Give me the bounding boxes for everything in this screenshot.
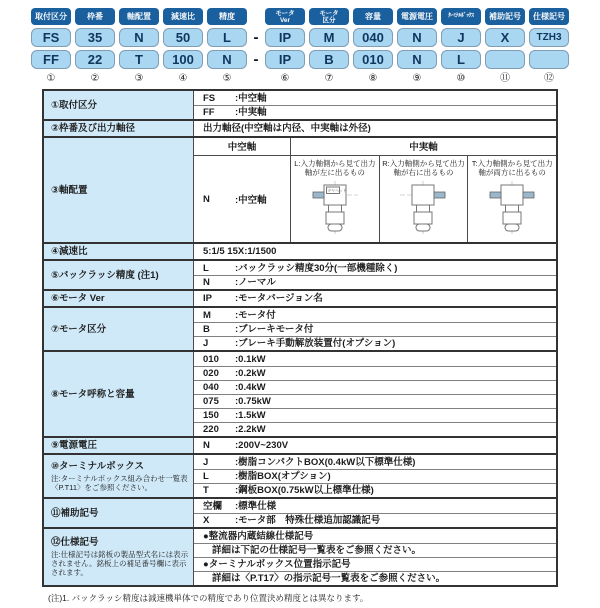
bullet-line	[194, 557, 556, 571]
shaft-variant-left	[290, 156, 379, 242]
row-label: ⑧モータ呼称と容量	[51, 388, 135, 400]
row-label: ①取付区分	[51, 99, 98, 111]
code-line	[194, 105, 556, 119]
badge-label-line: 容量	[365, 12, 381, 21]
row-label: ⑨電源電圧	[51, 440, 98, 451]
gearbox-diagram-wrap	[309, 177, 361, 240]
row-label-cell	[44, 455, 194, 497]
table-row-11	[44, 497, 556, 527]
row-content	[194, 121, 556, 136]
code-header-badge	[485, 8, 525, 25]
code-value-row1: 35	[75, 28, 115, 47]
code-description: :2.2kW	[235, 424, 266, 435]
hollow-shaft-code-cell	[194, 156, 290, 242]
page-footnote: (注)1. バックラッシ精度は減速機単体での精度であり位置決め精度とは異なります。	[48, 593, 369, 603]
code-value: 020	[203, 368, 219, 379]
table-row-2	[44, 119, 556, 136]
table-row-3	[44, 136, 556, 242]
dash-row2: -	[253, 51, 259, 68]
code-description: :ノーマル	[235, 277, 276, 288]
code-description: :標準仕様	[235, 500, 277, 512]
code-index-number: ⑧	[368, 73, 378, 84]
shaft-variant-caption: L:入力軸側から見て出力軸が左に出るもの	[294, 159, 376, 177]
row-label-cell	[44, 291, 194, 306]
row-content	[194, 499, 556, 527]
text-line	[194, 121, 556, 136]
code-value-row1: N	[119, 28, 159, 47]
code-value: 空欄	[203, 500, 223, 512]
code-header-badge	[441, 8, 481, 25]
code-value-row1: J	[441, 28, 481, 47]
code-column-④	[163, 8, 203, 84]
row-content	[194, 91, 556, 119]
code-value-row1: M	[309, 28, 349, 47]
code-line	[194, 408, 556, 422]
table-row-5	[44, 259, 556, 289]
code-description: :中実軸	[235, 107, 267, 118]
code-value-row1: FS	[31, 28, 71, 47]
code-header-badge	[207, 8, 247, 25]
badge-label-line: 仕様記号	[533, 12, 565, 21]
code-value-row1: 040	[353, 28, 393, 47]
cell-text: 5:1/5 15X:1/1500	[203, 246, 277, 257]
code-index-number: ⑤	[222, 73, 232, 84]
code-line	[194, 513, 556, 527]
code-column-③	[119, 8, 159, 84]
code-index-number: ⑫	[544, 73, 554, 84]
code-column-⑧	[353, 8, 393, 84]
code-explanation-table	[42, 89, 558, 587]
shaft-variant-caption: T:入力軸側から見て出力軸が両方に出るもの	[471, 159, 553, 177]
table-row-10	[44, 453, 556, 497]
code-index-number: ②	[90, 73, 100, 84]
code-value-row2: IP	[265, 50, 305, 69]
code-line	[194, 499, 556, 513]
row-content	[194, 455, 556, 497]
bullet-text: 詳細は下記の仕様記号一覧表をご参照ください。	[212, 545, 422, 556]
code-header-badge	[75, 8, 115, 25]
code-header-badge	[163, 8, 203, 25]
row-label-cell	[44, 91, 194, 119]
code-column-⑨	[397, 8, 437, 84]
code-header-badge	[353, 8, 393, 25]
code-index-number: ①	[46, 73, 56, 84]
code-header-badge	[529, 8, 569, 25]
row-label: ④減速比	[51, 246, 88, 257]
code-index-number: ⑩	[456, 73, 466, 84]
code-line	[194, 352, 556, 366]
row-label: ⑦モータ区分	[51, 323, 107, 335]
code-column-⑤	[207, 8, 247, 84]
code-index-number: ⑦	[324, 73, 334, 84]
code-line	[194, 322, 556, 336]
code-column-①	[31, 8, 71, 84]
row-label-note: 注:ターミナルボックス組み合わせ一覧表〈P.T11〉をご参照ください。	[51, 473, 188, 492]
row-content	[194, 529, 556, 585]
bullet-line	[194, 543, 556, 557]
code-column-②	[75, 8, 115, 84]
badge-label-line: モータ	[319, 9, 339, 17]
row-label: ⑤バックラッシ精度 (注1)	[51, 269, 159, 281]
row-label-cell	[44, 352, 194, 436]
bullet-line	[194, 571, 556, 585]
code-column-⑦	[309, 8, 349, 84]
code-value-row2: 100	[163, 50, 203, 69]
row-content	[194, 308, 556, 350]
gearbox-diagram-wrap	[397, 177, 449, 240]
badge-label-line: 電源電圧	[401, 12, 433, 21]
code-description: :0.4kW	[235, 382, 266, 393]
code-line	[194, 438, 556, 453]
gearbox-diagram-wrap	[486, 177, 538, 240]
code-description: :200V~230V	[235, 440, 289, 451]
badge-label-line: Ver	[279, 16, 291, 24]
bullet-text: 詳細は〈P.T17〉の指示記号一覧表をご参照ください。	[212, 573, 446, 584]
code-line	[194, 308, 556, 322]
code-description: :モータ部 特殊仕様追加認識記号	[235, 515, 381, 526]
code-index-number: ③	[134, 73, 144, 84]
bullet-text: ●整流器内蔵結線仕様記号	[203, 530, 314, 542]
row-label-cell	[44, 308, 194, 350]
code-column-⑩	[441, 8, 481, 84]
code-value: FS	[203, 92, 216, 104]
code-line	[194, 380, 556, 394]
badge-label-line: 補助記号	[489, 12, 521, 21]
row-label: ⑪補助記号	[51, 507, 99, 519]
code-description: :鋼板BOX(0.75kW以上標準仕様)	[235, 485, 374, 496]
code-line	[194, 261, 556, 275]
table-row-4	[44, 242, 556, 259]
row-label-cell	[44, 438, 194, 453]
code-index-number: ④	[178, 73, 188, 84]
code-index-number: ⑨	[412, 73, 422, 84]
gearbox-diagram-both	[486, 179, 538, 235]
code-line	[194, 91, 556, 105]
cell-text: 出力軸径(中空軸は内径、中実軸は外径)	[203, 123, 371, 134]
code-value: 010	[203, 353, 219, 365]
row-label-cell	[44, 244, 194, 259]
table-row-12	[44, 527, 556, 585]
row-label-cell	[44, 138, 194, 242]
bullet-text: ●ターミナルボックス位置指示記号	[203, 559, 351, 570]
table-row-7	[44, 306, 556, 350]
badge-label-line: モータ	[275, 9, 295, 17]
code-value: 220	[203, 424, 219, 435]
code-value-row2: B	[309, 50, 349, 69]
badge-label-line: 取付区分	[35, 12, 67, 21]
code-description: :樹脂BOX(オプション)	[235, 471, 331, 482]
code-value-row2: T	[119, 50, 159, 69]
row-content	[194, 438, 556, 453]
row-label: ⑥モータ Ver	[51, 293, 105, 304]
row-label-cell	[44, 261, 194, 289]
code-value-row2: 010	[353, 50, 393, 69]
gearbox-diagram-right	[397, 179, 449, 235]
shaft-variant-caption: R:入力軸側から見て出力軸が右に出るもの	[382, 159, 465, 177]
shaft-arrangement-content	[194, 138, 556, 242]
code-value-row2	[529, 50, 569, 69]
catalog-page	[0, 8, 600, 604]
code-value: FF	[203, 107, 215, 118]
row-label-cell	[44, 529, 194, 585]
badge-label-line: 減速比	[171, 12, 195, 21]
code-value: L	[203, 471, 209, 482]
dash-spacer	[251, 8, 261, 25]
code-value-row2: N	[397, 50, 437, 69]
code-description: :ブレーキ手動解放装置付(オプション)	[235, 338, 396, 349]
code-description: :中空軸	[235, 92, 267, 104]
code-value-row1: X	[485, 28, 525, 47]
code-value: N	[203, 440, 210, 451]
model-code-diagram	[0, 8, 600, 84]
code-description: :モータ付	[235, 309, 276, 321]
code-value: 075	[203, 396, 219, 407]
row-content	[194, 244, 556, 259]
hollow-shaft-header: 中空軸	[194, 138, 290, 156]
badge-label-line: 精度	[219, 12, 235, 21]
code-value-row1: N	[397, 28, 437, 47]
row-label: ③軸配置	[51, 184, 88, 196]
code-description: :バックラッシ精度30分(一部機種除く)	[235, 262, 398, 274]
code-value: 040	[203, 382, 219, 393]
code-header-badge	[119, 8, 159, 25]
code-description: :樹脂コンパクトBOX(0.4kW以下標準仕様)	[235, 456, 416, 468]
table-row-8	[44, 350, 556, 436]
code-value-row1: 50	[163, 28, 203, 47]
code-line	[194, 455, 556, 469]
code-line	[194, 394, 556, 408]
code-value: T	[203, 485, 209, 496]
code-line	[194, 291, 556, 306]
table-row-1	[44, 91, 556, 119]
code-value-row1: L	[207, 28, 247, 47]
row-label: ②枠番及び出力軸径	[51, 123, 136, 134]
code-description: :中空軸	[235, 195, 267, 206]
code-value: N	[203, 193, 210, 205]
code-separator	[251, 8, 261, 69]
table-row-9	[44, 436, 556, 453]
code-line	[194, 422, 556, 436]
badge-label-line: 枠番	[87, 12, 103, 21]
code-value: N	[203, 277, 210, 288]
row-content	[194, 291, 556, 306]
badge-label-line: 軸配置	[127, 12, 151, 21]
code-description: :0.75kW	[235, 396, 271, 407]
code-header-badge	[397, 8, 437, 25]
code-value-row2: 22	[75, 50, 115, 69]
code-description: :0.2kW	[235, 368, 266, 379]
code-description: :モータバージョン名	[235, 293, 323, 304]
code-value: L	[203, 262, 209, 274]
code-value: X	[203, 515, 210, 526]
code-line	[194, 469, 556, 483]
code-description: :0.1kW	[235, 353, 266, 365]
row-label-cell	[44, 121, 194, 136]
row-label-note: 注:仕様記号は銘板の製品型式名には表示されません。銘板上の補足番号欄に表示されます。	[51, 550, 189, 577]
badge-label-line: 区分	[322, 16, 336, 24]
code-index-number: ⑥	[280, 73, 290, 84]
bullet-line	[194, 529, 556, 543]
code-value-row2	[485, 50, 525, 69]
table-row-6	[44, 289, 556, 306]
code-description: :1.5kW	[235, 410, 266, 421]
code-header-badge	[265, 8, 305, 25]
code-value: IP	[203, 293, 212, 304]
code-line	[194, 366, 556, 380]
dash-row1: -	[253, 29, 259, 46]
code-value: M	[203, 309, 211, 321]
gearbox-diagram-left	[309, 179, 361, 235]
code-value: J	[203, 338, 209, 349]
row-label: ⑩ターミナルボックス	[51, 460, 144, 472]
code-line	[194, 483, 556, 497]
code-line	[194, 336, 556, 350]
row-label: ⑫仕様記号	[51, 537, 99, 548]
row-content	[194, 261, 556, 289]
code-header-badge	[309, 8, 349, 25]
code-column-⑥	[265, 8, 305, 84]
code-value-row2: FF	[31, 50, 71, 69]
code-header-badge	[31, 8, 71, 25]
code-value-row1: IP	[265, 28, 305, 47]
code-value-row2: L	[441, 50, 481, 69]
row-label-cell	[44, 499, 194, 527]
code-description: :ブレーキモータ付	[235, 324, 314, 335]
row-content	[194, 352, 556, 436]
code-index-number: ⑪	[500, 73, 510, 84]
text-line	[194, 244, 556, 259]
code-value-row1: TZH3	[529, 28, 569, 47]
code-line	[194, 275, 556, 289]
badge-label-line: ﾀｰﾐﾅﾙﾎﾞｯｸｽ	[448, 13, 474, 19]
code-value: 150	[203, 410, 219, 421]
code-value: J	[203, 456, 209, 468]
code-value-row2: N	[207, 50, 247, 69]
shaft-variant-right	[379, 156, 468, 242]
svg-text:ギヤヘッド: ギヤヘッド	[327, 188, 347, 193]
code-column-⑪	[485, 8, 525, 84]
solid-shaft-header: 中実軸	[290, 138, 556, 156]
code-column-⑫	[529, 8, 569, 84]
code-value: B	[203, 324, 210, 335]
shaft-variant-both	[467, 156, 556, 242]
